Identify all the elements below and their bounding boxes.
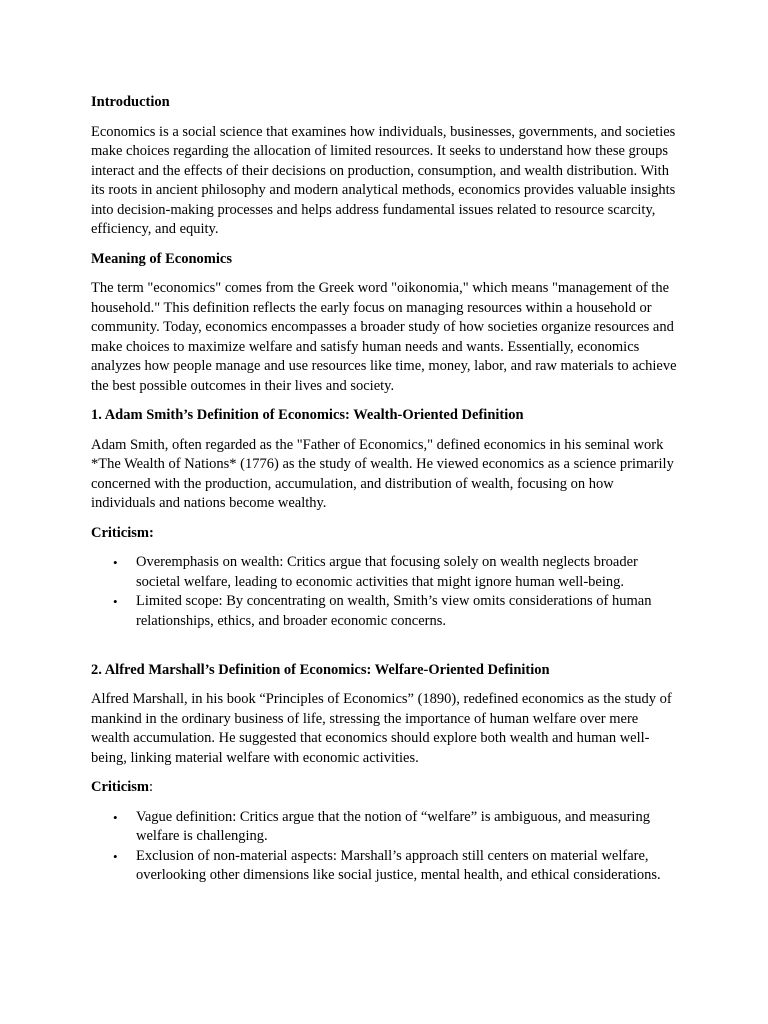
heading-introduction: Introduction — [91, 94, 170, 110]
list-item-text: Exclusion of non-material aspects: Marshall’s approach still centers on material welfare, overlooking other dimensions like social justice, mental health, and ethical considerations. — [136, 847, 661, 883]
list-item-text: Overemphasis on wealth: Critics argue that focusing solely on wealth neglects broader societal welfare, leading to economic activities that might ignore human well-being. — [136, 554, 638, 590]
paragraph-adam-smith: Adam Smith, often regarded as the "Father of Economics," defined economics in his seminal work *The Wealth of Nations* (1776) as the study of wealth. He viewed economics as a science primarily concerned with the production, accumulation, and distribution of wealth, focusing on how individuals and nations become wealthy. — [91, 436, 674, 511]
criticism-list-smith — [91, 553, 680, 631]
bullet-icon: • — [113, 809, 118, 825]
list-item — [113, 553, 680, 592]
bullet-icon: • — [113, 594, 118, 609]
criticism-list-marshall — [91, 808, 680, 886]
list-item — [113, 847, 680, 886]
criticism-label-text: Criticism — [91, 779, 149, 795]
blank-line — [91, 631, 680, 651]
criticism-label-text: Criticism: — [91, 524, 154, 541]
list-item-text: Vague definition: Critics argue that the notion of “welfare” is ambiguous, and measuring welfare is challenging. — [136, 808, 650, 844]
list-item — [113, 808, 680, 847]
heading-alfred-marshall: 2. Alfred Marshall’s Definition of Economics: Welfare-Oriented Definition — [91, 661, 550, 678]
paragraph-alfred-marshall: Alfred Marshall, in his book “Principles of Economics” (1890), redefined economics as the study of mankind in the ordinary business of life, stressing the importance of human welfare over mere wealth accumulation. He suggested that economics should explore both wealth and human well-being, linking material welfare with economic activities. — [91, 691, 672, 766]
list-item-text: Limited scope: By concentrating on wealth, Smith’s view omits considerations of human relationships, ethics, and broader economic concerns. — [136, 593, 652, 629]
bullet-icon: • — [113, 848, 118, 864]
heading-adam-smith: 1. Adam Smith’s Definition of Economics: Wealth-Oriented Definition — [91, 407, 524, 423]
criticism-label-smith — [91, 524, 680, 544]
bullet-icon: • — [113, 555, 118, 570]
paragraph-introduction: Economics is a social science that examines how individuals, businesses, governments, and societies make choices regarding the allocation of limited resources. It seeks to understand how these groups interact and the effects of their decisions on production, consumption, and wealth distribution. With its roots in ancient philosophy and modern analytical methods, economics provides valuable insights into decision-making processes and helps address fundamental issues related to resource scarcity, efficiency, and equity. — [91, 123, 676, 237]
criticism-label-marshall — [91, 778, 680, 798]
heading-meaning: Meaning of Economics — [91, 250, 232, 267]
list-item — [113, 592, 680, 631]
criticism-label-suffix: : — [148, 779, 154, 795]
paragraph-meaning: The term "economics" comes from the Greek word "oikonomia," which means "management of the household." This definition reflects the early focus on managing resources within a household or community. Today, economics encompasses a broader study of how societies organize resources and make choices to maximize welfare and satisfy human needs and wants. Essentially, economics analyzes how people manage and use resources like time, money, labor, and raw materials to achieve the best possible outcomes in their lives and society. — [91, 280, 677, 394]
